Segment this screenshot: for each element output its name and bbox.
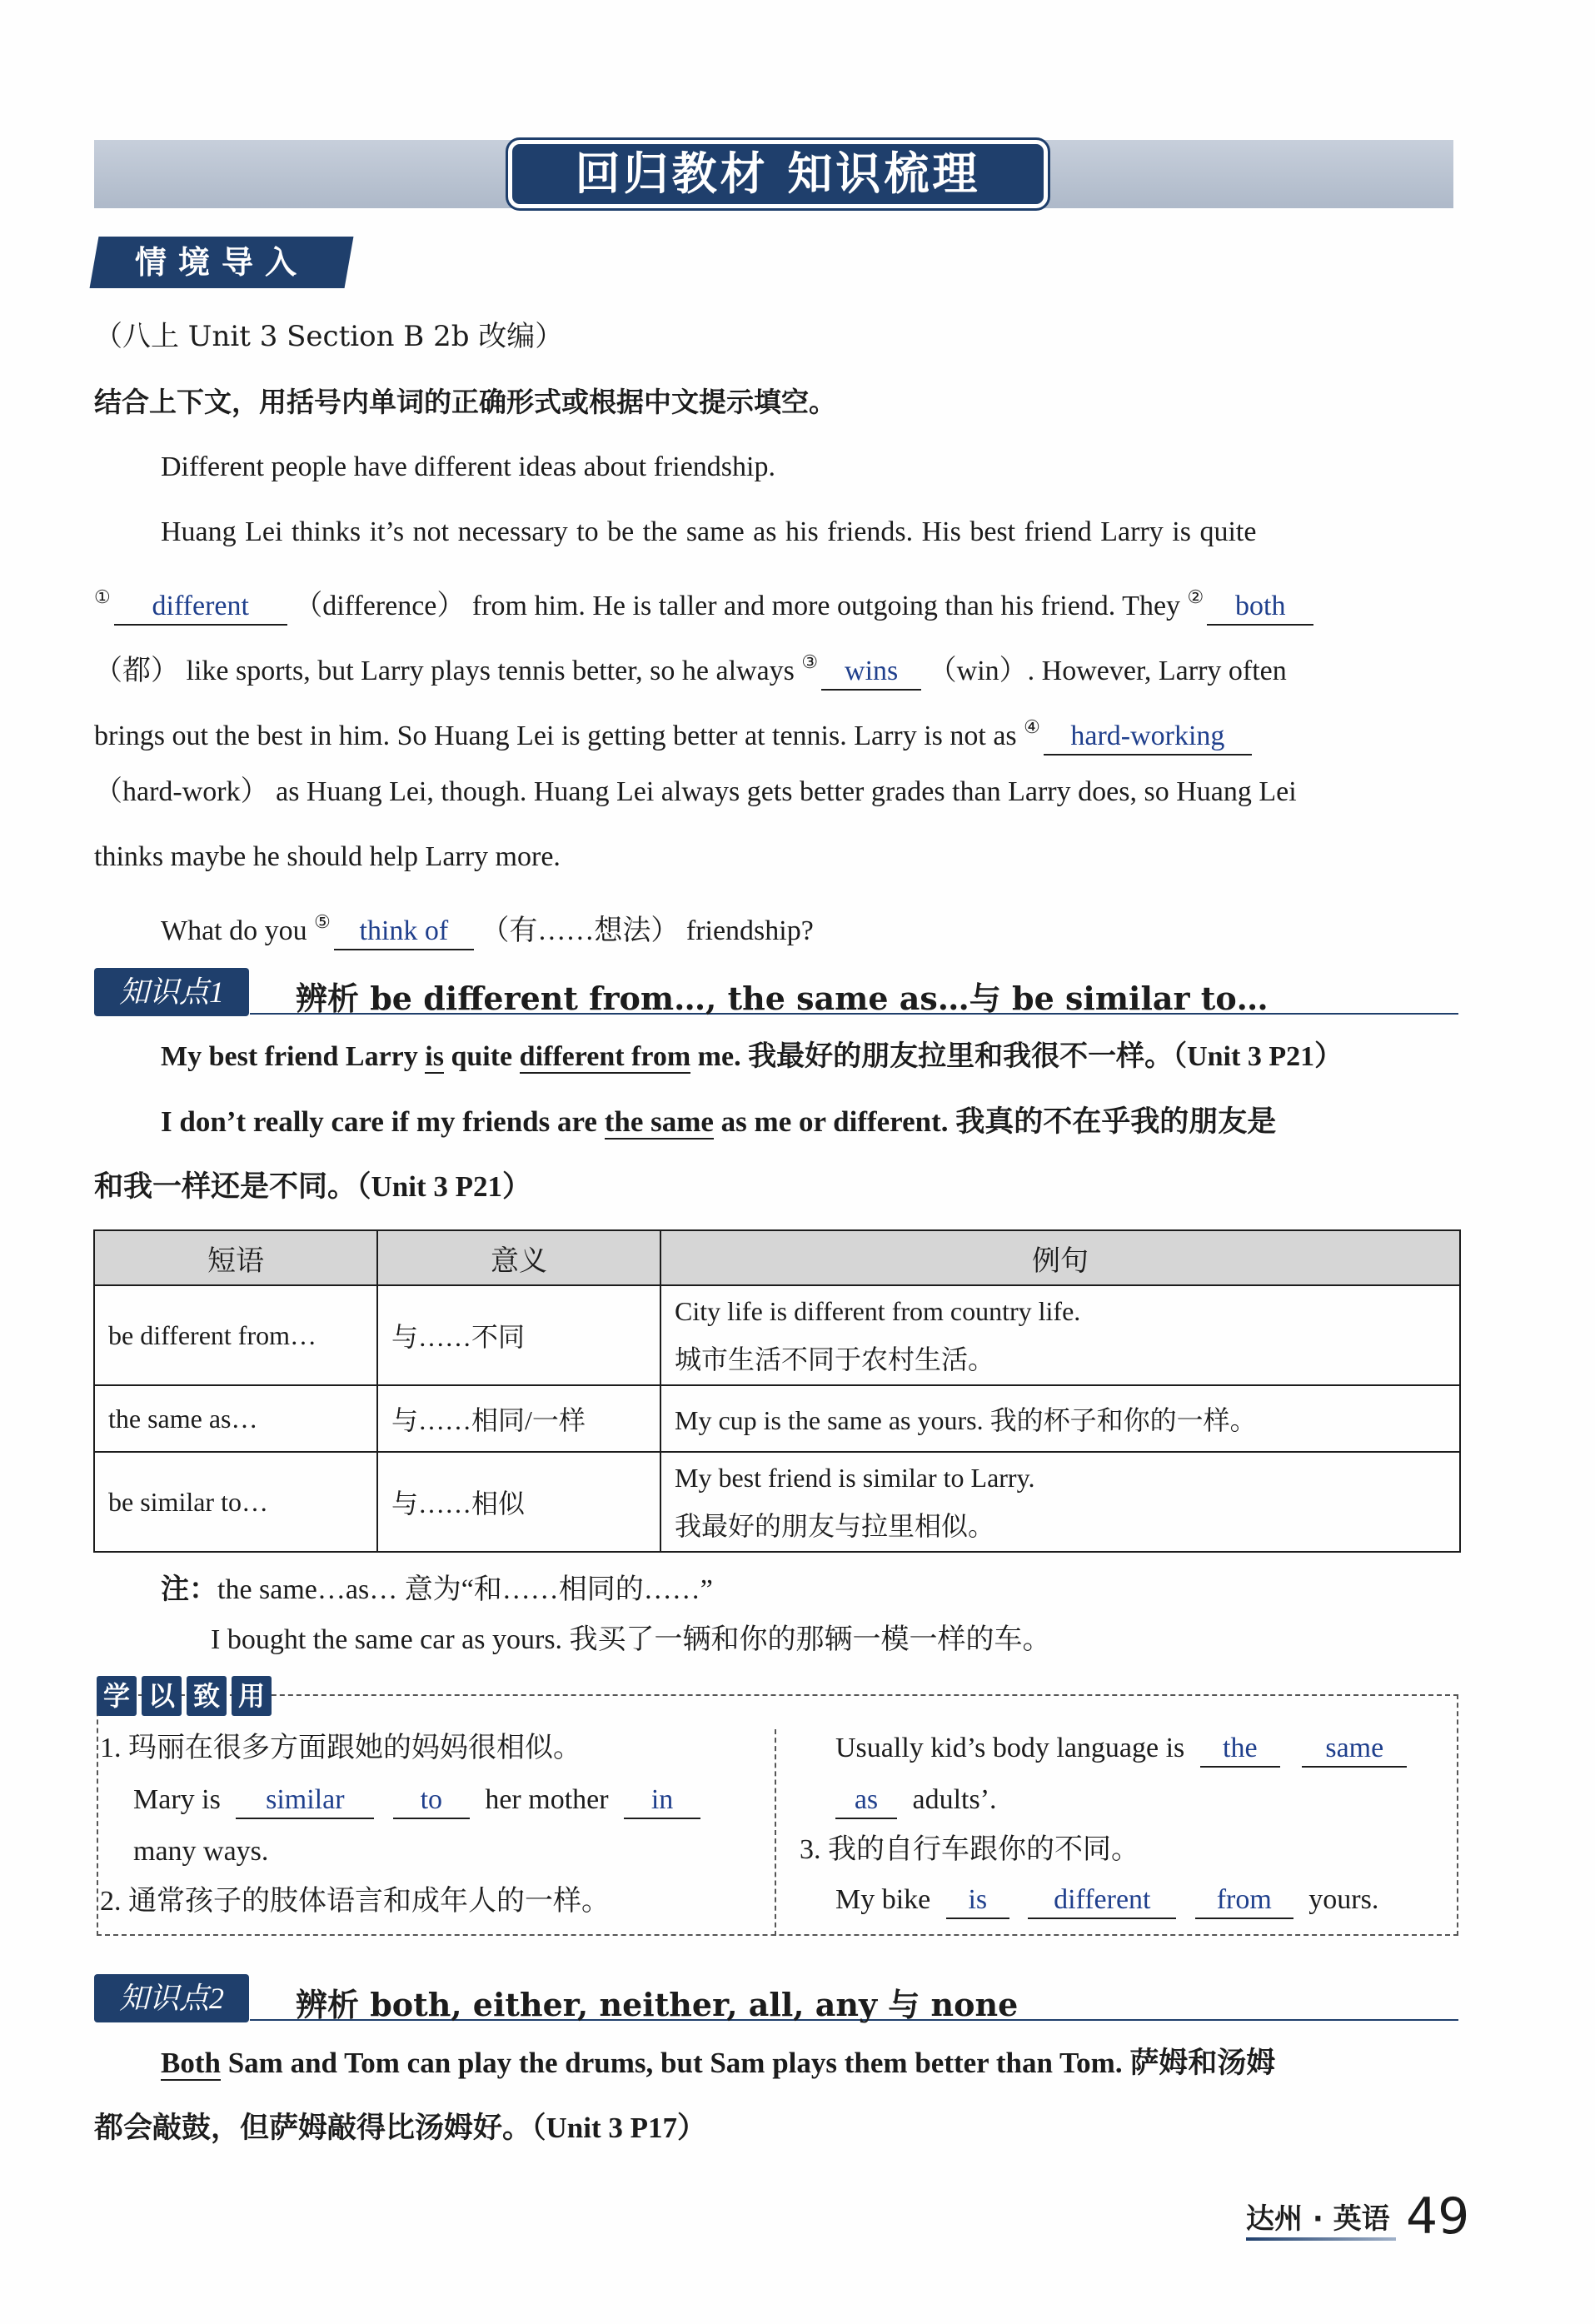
underlined-text: different from [519,1041,691,1072]
underlined-text: is [425,1041,444,1072]
passage-line [161,905,814,950]
passage-line: （hard-work） as Huang Lei, though. Huang Lei always gets better grades than Larry does, so Huang Lei [94,776,1297,807]
answer-blank: same [1302,1731,1407,1768]
note-text: the same…as… 意为“和……相同的……” [217,1574,713,1605]
practice-tag [97,1676,283,1716]
question-text: Mary is [133,1784,221,1815]
question-1-answer-cont: many ways. [133,1836,269,1867]
phrase-cell: be different from… [94,1285,377,1385]
question-2-answer-cont [835,1783,997,1819]
note-label: 注： [161,1574,217,1605]
tag-char: 用 [232,1676,272,1716]
phrase-cell: be similar to… [94,1452,377,1552]
example-translation: 和我一样还是不同。（Unit 3 P21） [94,1170,532,1203]
note [161,1573,713,1608]
question-1-answer [133,1783,700,1819]
passage-text: （有……想法） friendship? [481,915,814,946]
question-3-answer [835,1883,1378,1919]
footer-label: 达州 · 英语 [1246,2202,1390,2236]
example-cell [660,1285,1460,1385]
blank-number: ④ [1024,716,1040,737]
passage-line: Huang Lei thinks it’s not necessary to be the same as his friends. His best friend Larry is quite [161,516,1257,547]
answer-blank: the [1200,1731,1280,1768]
example-cell: My cup is the same as yours. 我的杯子和你的一样。 [660,1385,1460,1452]
question-text: adults’. [912,1784,997,1815]
meaning-cell: 与……相同/一样 [377,1385,660,1452]
question-2-answer [835,1731,1407,1768]
question-3-prompt: 3. 我的自行车跟你的不同。 [800,1834,1139,1865]
answer-blank: similar [236,1783,374,1819]
passage-line [94,645,1287,691]
example-translation: 都会敲鼓，但萨姆敲得比汤姆好。（Unit 3 P17） [94,2112,707,2144]
blank-number: ⑤ [314,911,331,932]
column-header: 例句 [660,1230,1460,1285]
instruction: 结合上下文，用括号内单词的正确形式或根据中文提示填空。 [94,386,836,418]
answer-blank: hard-working [1044,719,1252,756]
blank-number: ② [1187,586,1204,607]
table-row [94,1285,1460,1385]
question-text: Usually kid’s body language is [835,1733,1185,1763]
knowledge-point-title: 辨析 both, either, neither, all, any 与 none [296,1986,1019,2023]
passage-text: What do you [161,915,307,946]
column-header: 意义 [377,1230,660,1285]
example-cell [660,1452,1460,1552]
question-text: My bike [835,1884,931,1915]
blank-number: ① [94,586,111,607]
tag-char: 以 [142,1676,182,1716]
page-title: 回归教材 知识梳理 [508,140,1048,208]
knowledge-point-title: 辨析 be different from…, the same as…与 be similar to… [296,980,1269,1017]
footer-underline [1246,2237,1396,2241]
underlined-text: the same [604,1105,714,1138]
example-text: me. [697,1041,741,1072]
passage-line [94,710,1252,756]
answer-blank: wins [821,654,921,691]
passage-line: thinks maybe he should help Larry more. [94,841,561,872]
meaning-cell: 与……相似 [377,1452,660,1552]
underlined-text: Both [161,2047,221,2079]
note-example: I bought the same car as yours. 我买了一辆和你的那辆一模一样的车。 [211,1624,1051,1655]
example-translation: 萨姆和汤姆 [1129,2047,1276,2079]
passage-text: （win）. However, Larry often [928,656,1287,686]
answer-blank: both [1207,589,1313,626]
passage-line [94,580,1313,626]
question-text: yours. [1308,1884,1379,1915]
tag-char: 学 [97,1676,137,1716]
example-cn: 城市生活不同于农村生活。 [675,1344,995,1374]
question-1-prompt: 1. 玛丽在很多方面跟她的妈妈很相似。 [100,1733,581,1763]
example-text: I don’t really care if my friends are [161,1105,597,1138]
knowledge-point-tag: 知识点2 [94,1974,249,2022]
table-row [94,1452,1460,1552]
example-sentence [161,2046,1275,2081]
meaning-cell: 与……不同 [377,1285,660,1385]
example-text: as me or different. [720,1105,949,1138]
answer-blank: think of [334,914,474,950]
example-en: City life is different from country life. [675,1296,1081,1326]
table-row [94,1385,1460,1452]
answer-blank: from [1195,1883,1293,1919]
example-text: quite [451,1041,513,1072]
section-tag: 情境导入 [134,244,308,281]
source-note: （八上 Unit 3 Section B 2b 改编） [94,320,564,353]
passage-text: （difference） from him. He is taller and more outgoing than his friend. They [294,591,1181,621]
blank-number: ③ [801,651,819,672]
example-text: My best friend Larry [161,1041,418,1072]
phrase-table [93,1229,1461,1553]
question-2-prompt: 2. 通常孩子的肢体语言和成年人的一样。 [100,1886,610,1917]
knowledge-point-tag: 知识点1 [94,968,249,1016]
example-sentence [161,1105,1276,1140]
example-sentence [161,1040,1343,1075]
answer-blank: different [114,589,287,626]
example-translation: 我真的不在乎我的朋友是 [955,1105,1277,1138]
answer-blank: in [624,1783,700,1819]
passage-text: （都） like sports, but Larry plays tennis better, so he always [94,656,795,686]
example-cn: 我最好的朋友与拉里相似。 [675,1511,995,1541]
passage-text: brings out the best in him. So Huang Lei is getting better at tennis. Larry is not as [94,721,1017,751]
answer-blank: as [835,1783,897,1819]
answer-blank: different [1028,1883,1176,1919]
question-text: her mother [485,1784,609,1815]
example-text: Sam and Tom can play the drums, but Sam plays them better than Tom. [227,2047,1123,2079]
passage-line: Different people have different ideas about friendship. [161,451,775,482]
answer-blank: is [946,1883,1009,1919]
page-number: 49 [1406,2187,1470,2246]
tag-char: 致 [187,1676,227,1716]
example-en: My best friend is similar to Larry. [675,1463,1035,1493]
practice-divider [775,1729,776,1936]
example-translation: 我最好的朋友拉里和我很不一样。（Unit 3 P21） [748,1041,1343,1072]
column-header: 短语 [94,1230,377,1285]
table-header-row [94,1230,1460,1285]
answer-blank: to [393,1783,470,1819]
phrase-cell: the same as… [94,1385,377,1452]
